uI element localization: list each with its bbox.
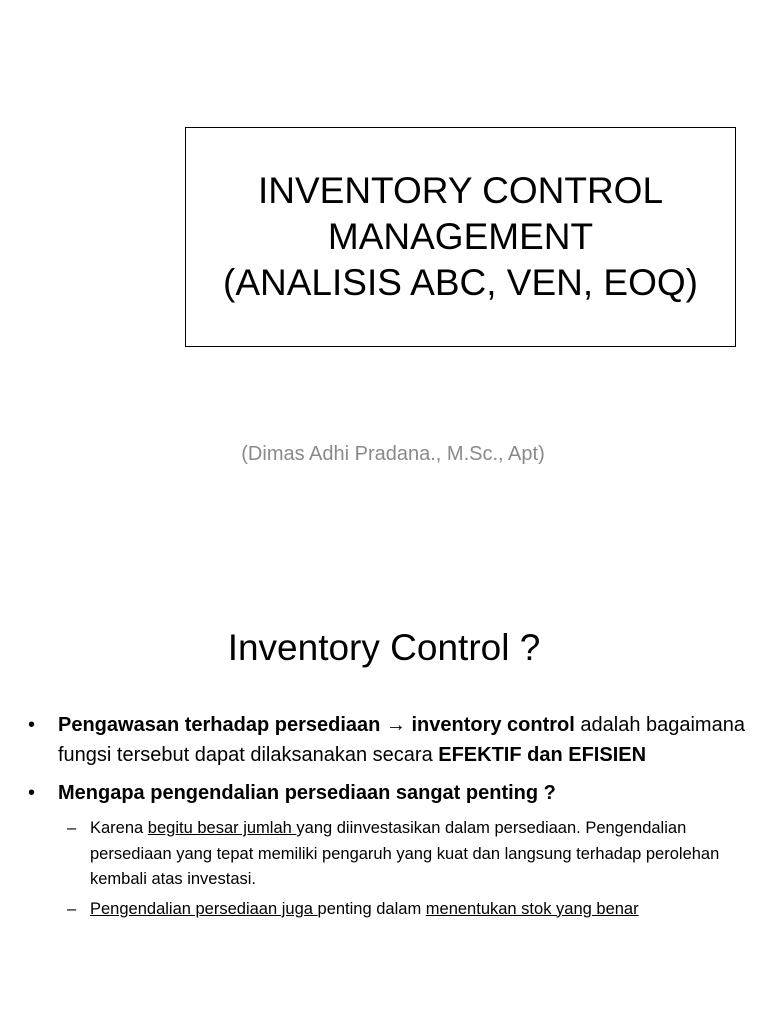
title-box [185,127,736,347]
sub-1-text-1: Karena [90,819,148,837]
bullet-list [28,710,748,926]
content-slide [0,576,768,1024]
bullet-1-bold-1: Pengawasan terhadap persediaan [58,714,381,736]
bullet-1-bold-3: EFEKTIF dan EFISIEN [438,744,647,766]
dash-marker: – [67,819,77,837]
bullet-marker: • [28,714,36,736]
sub-bullet-item-1 [28,816,748,893]
slide-title: Inventory Control ? [227,627,541,668]
author-subtitle: (Dimas Adhi Pradana., M.Sc., Apt) [241,443,545,465]
bullet-item-2 [28,778,748,808]
title-line-1: INVENTORY CONTROL [257,170,664,211]
bullet-marker: • [28,782,36,804]
bullet-1-bold-2: inventory control [411,714,575,736]
title-line-3: (ANALISIS ABC, VEN, EOQ) [223,262,698,303]
bullet-item-1 [28,710,748,770]
sub-1-underline: begitu besar jumlah [147,819,297,837]
bullet-1-text: adalah bagaimana fungsi tersebut dapat dilaksanakan secara [58,714,745,766]
title-line-2: MANAGEMENT [327,216,594,257]
sub-2-underline-1: Pengendalian persediaan juga [90,899,318,918]
bullet-2-text: Mengapa pengendalian persediaan sangat penting ? [58,782,556,804]
sub-1-text-2: yang diinvestasikan dalam persediaan. Pengendalian persediaan yang tepat memiliki pengaruh yang kuat dan langsung terhadap perolehan kembali atas investasi. [90,819,720,888]
sub-bullet-item-2 [28,897,748,923]
dash-marker: – [67,899,77,918]
sub-2-underline-2: menentukan stok yang benar [425,899,639,918]
arrow-right-icon: → [385,714,406,736]
sub-2-text: penting dalam [317,899,426,918]
